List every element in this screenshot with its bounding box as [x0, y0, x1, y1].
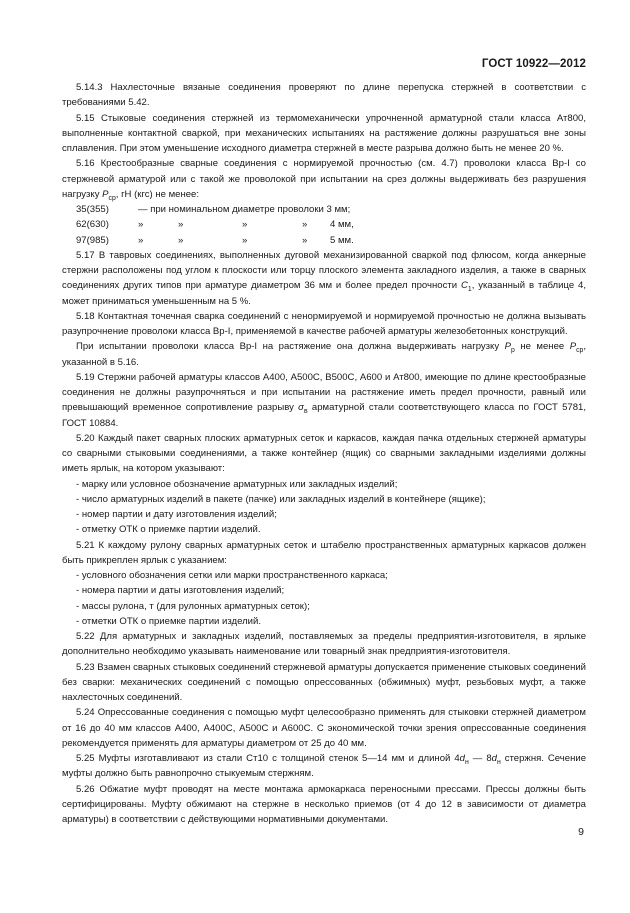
symbol-d: d [459, 753, 465, 764]
symbol-sigma: σ [298, 402, 304, 414]
paragraph-5-23: 5.23 Взамен сварных стыковых соединений стержневой арматуры допускается применение стыковых соединений без сварки: механических соединений с помощью опрессованных (обжимных) муфт, резьбовых муфт, а также нахлесточных соединений. [62, 661, 587, 703]
subscript-cp: ср [576, 347, 584, 355]
ditto-mark: » [138, 219, 144, 231]
paragraph-text: , гН (кгс) не менее: [115, 188, 199, 200]
paragraph-5-24: 5.24 Опрессованные соединения с помощью муфт целесообразно применять для стыковки стержней диаметром от 16 до 40 мм классов А400, А400С, А500С и А600С. С экономической точки зрения опрессованные соединения рекомендуется применять для арматуры диаметром от 25 до 40 мм. [62, 707, 586, 749]
values-row [62, 233, 586, 248]
paragraph-5-20: 5.20 Каждый пакет сварных плоских арматурных сеток и каркасов, каждая пачка отдельных стержней арматуры со сварными стыковыми соединениями, а также контейнер (ящик) со сварными закладными изделиями должны иметь ярлык, на котором указывают: [62, 432, 586, 475]
paragraph-text: арматурной стали соответствующего класса по ГОСТ 5781, ГОСТ 10884. [62, 402, 587, 429]
list-item: - массы рулона, т (для рулонных арматурных сеток); [76, 600, 310, 612]
subscript-n: н [496, 758, 501, 766]
paragraph-5-18-continued [62, 339, 586, 370]
paragraph-text: 5.19 Стержни рабочей арматуры классов А400, А500С, В500С, А600 и Ат800, имеющие по длине крестообразные соединения не должны разупрочняться и при испытании на растяжение иметь предел прочности, равный или превышающий временное сопротивление разрыву [62, 371, 586, 414]
load-description: — при номинальном диаметре проволоки 3 мм; [138, 204, 351, 215]
paragraph-text: не менее [514, 341, 570, 353]
paragraph-5-25 [62, 751, 586, 782]
load-value: 62(630) [76, 219, 109, 231]
diameter-value: 5 мм. [330, 234, 354, 246]
paragraph-5-21: 5.21 К каждому рулону сварных арматурных сеток и штабелю пространственных арматурных каркасов должен быть прикреплен ярлык с указанием: [62, 539, 586, 566]
symbol-c: C [460, 280, 468, 292]
paragraph-text: , указанной в 5.16. [62, 341, 586, 368]
values-row [62, 202, 586, 217]
paragraph-5-14-3: 5.14.3 Нахлесточные вязаные соединения проверяют по длине перепуска стержней в соответствии с требованиями 5.42. [62, 82, 586, 109]
subscript-r: р [511, 347, 515, 355]
list-item: - номера партии и даты изготовления изделий; [76, 585, 285, 597]
ditto-mark: » [178, 234, 184, 246]
symbol-p: P [569, 341, 577, 353]
paragraph-5-15: 5.15 Стыковые соединения стержней из термомеханически упрочненной арматурной стали класса Ат800, выполненные контактной сваркой, при механических испытаниях на растяжение должны разрушаться вне зоны сплавления. При этом уменьшение исходного диаметра стержней в месте разрыва должно быть не менее 20 %. [62, 112, 586, 154]
subscript-cp: ср [108, 194, 116, 202]
ditto-mark: » [302, 234, 308, 246]
paragraph-text: стержня. Сечение муфты должно быть равнопрочно стыкуемым стержням. [62, 753, 586, 780]
symbol-p: P [102, 188, 109, 200]
list-item: - условного обозначения сетки или марки пространственного каркаса; [76, 570, 388, 581]
subscript-n: н [464, 758, 469, 766]
values-row [62, 217, 586, 232]
ditto-mark: » [178, 219, 184, 231]
list-item: - отметки ОТК о приемке партии изделий. [76, 615, 261, 627]
paragraph-5-26: 5.26 Обжатие муфт проводят на месте монтажа армокаркаса переносными прессами. Прессы должны быть сертифицированы. Муфту обжимают на стержне в несколько приемов (от 4 до 12 в зависимости от диаметра арматуры) в соответствии с действующими нормативными документами. [62, 783, 586, 825]
symbol-p: P [504, 341, 511, 353]
ditto-mark: » [242, 234, 248, 246]
paragraph-text: При испытании проволоки класса Вр-I на растяжение она должна выдерживать нагрузку [76, 341, 505, 353]
subscript-1: 1 [467, 286, 472, 294]
load-value: 97(985) [76, 234, 109, 246]
paragraph-5-16 [62, 156, 586, 202]
paragraph-text: , указанный в таблице 4, может приниматься уменьшенным на 5 %. [62, 280, 586, 307]
paragraph-text: 5.25 Муфты изготавливают из стали Ст10 с толщиной стенок 5—14 мм и длиной 4 [76, 753, 460, 764]
ditto-mark: » [138, 234, 144, 246]
paragraph-text: 5.17 В тавровых соединениях, выполненных дуговой механизированной сваркой под флюсом, когда анкерные стержни расположены под углом к плоскости или торцу плоского элемента закладного изделия, а также в сварных соединениях других типов при арматуре диаметром 36 мм и более предел прочности [62, 249, 586, 292]
document-header: ГОСТ 10922—2012 [481, 58, 586, 70]
list-item: - номер партии и дату изготовления изделий; [76, 509, 277, 520]
symbol-d: d [491, 753, 497, 764]
subscript-v: в [303, 408, 308, 416]
ditto-mark: » [242, 219, 248, 231]
list-item: - марку или условное обозначение арматурных или закладных изделий; [76, 478, 398, 490]
paragraph-5-18: 5.18 Контактная точечная сварка соединений с ненормируемой и нормируемой прочностью не должна вызывать разупрочнение проволоки класса Вр-I, применяемой в качестве рабочей арматуры железобетонных конструкций. [62, 310, 586, 337]
paragraph-text: 5.16 Крестообразные сварные соединения с нормируемой прочностью (см. 4.7) проволоки класса Вр-I со стержневой арматурой или с такой же проволокой при испытании на срез должны выдерживать без разрушения нагрузку [62, 158, 586, 200]
document-body [62, 80, 586, 827]
ditto-mark: » [302, 219, 308, 231]
list-item: - число арматурных изделий в пакете (пачке) или закладных изделий в контейнере (ящике); [76, 493, 486, 505]
page-number: 9 [578, 826, 584, 838]
diameter-value: 4 мм, [330, 219, 354, 231]
paragraph-5-17 [62, 248, 586, 309]
list-item: - отметку ОТК о приемке партии изделий. [76, 524, 261, 536]
paragraph-5-22: 5.22 Для арматурных и закладных изделий, поставляемых за пределы предприятия-изготовителя, в ярлыке дополнительно необходимо указывать наименование или товарный знак предприятия-изготовителя. [62, 631, 586, 658]
load-value: 35(355) [76, 204, 109, 215]
paragraph-text: — 8 [468, 753, 492, 764]
paragraph-5-19 [62, 370, 586, 431]
